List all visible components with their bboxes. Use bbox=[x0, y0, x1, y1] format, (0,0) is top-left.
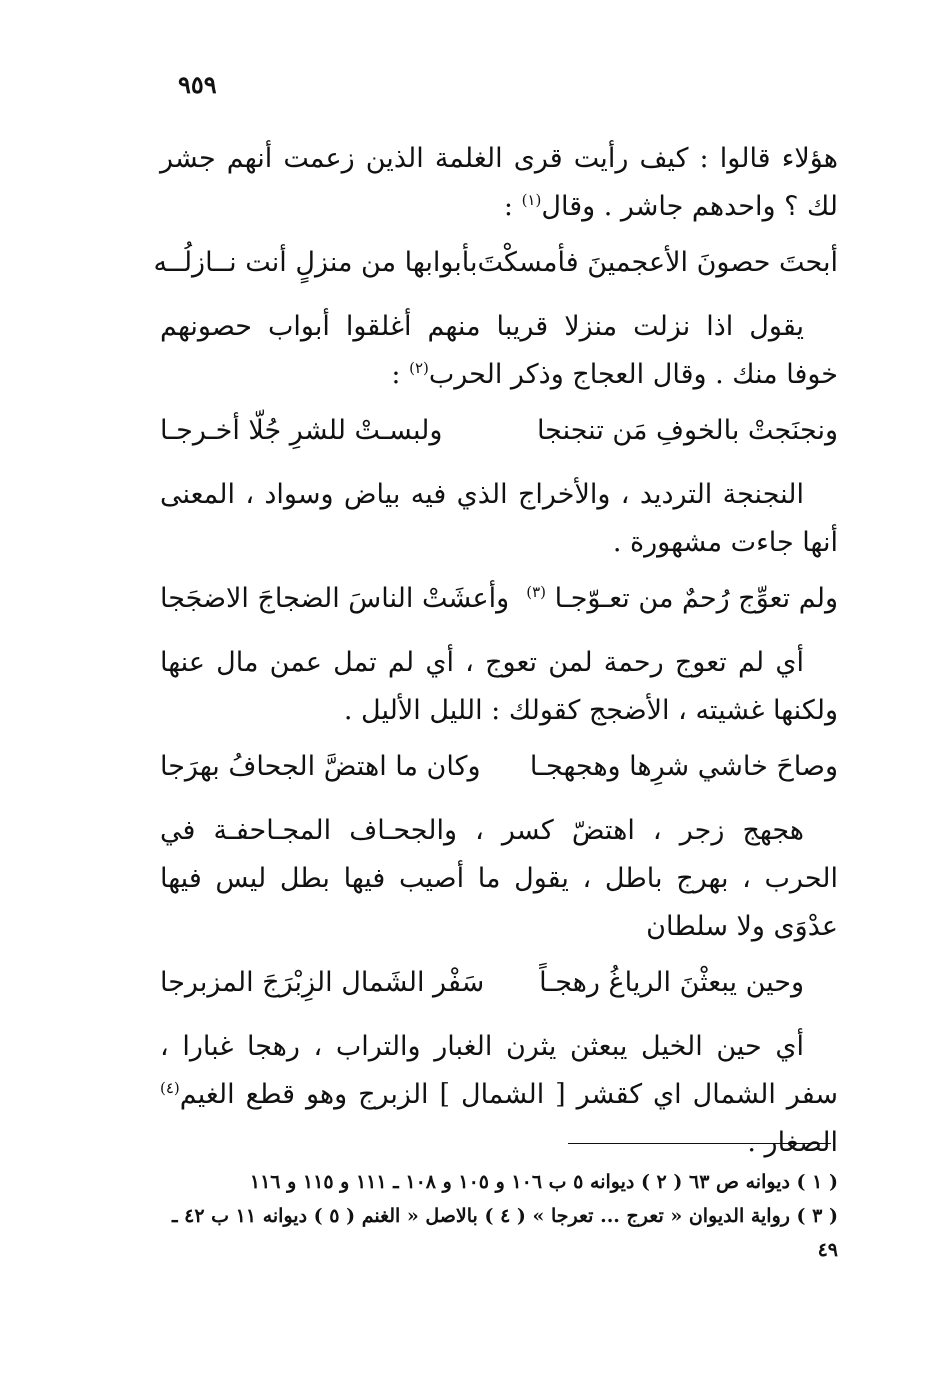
paragraph-5: هجهج زجر ، اهتضّ كسر ، والجحـاف المجـاحفـة في الحرب ، بهرج باطل ، يقول ما أصيب فيها بطل ليس فيها عدْوَى ولا سلطان bbox=[160, 815, 838, 942]
paragraph-1: هؤلاء قالوا : كيف رأيت قرى الغلمة الذين زعمت أنهم جشر لك ؟ واحدهم جاشر . وقال$^{(١)}$ : bbox=[160, 143, 838, 222]
verse-right-hemistich: وحين يبعثْنَ الرياغُ رهجـاً bbox=[539, 967, 804, 998]
paragraph-4: أي لم تعوج رحمة لمن تعوج ، أي لم تمل عمن مال عنها ولكنها غشيته ، الأضجج كقولك : الليل الأليل . bbox=[160, 647, 838, 726]
verse-4 bbox=[160, 743, 838, 791]
verse-left-hemistich: ولبسـتْ للشرِ جُلّا أخـرجـا bbox=[160, 415, 443, 446]
page-number: ٩٥٩ bbox=[178, 70, 217, 99]
verse-2 bbox=[160, 407, 838, 455]
paragraph-2: يقول اذا نزلت منزلا قريبا منهم أغلقوا أبواب حصونهم خوفا منك . وقال العجاج وذكر الحرب$^{(٢)}$ : bbox=[160, 311, 838, 390]
verse-right-hemistich: ونجنَجتْ بالخوفِ مَن تنجنجا bbox=[536, 415, 838, 446]
footnotes bbox=[160, 1165, 838, 1267]
footnote-line: ٤٩ bbox=[817, 1239, 838, 1261]
verse-1 bbox=[153, 239, 838, 287]
paragraph-3: النجنجة الترديد ، والأخراج الذي فيه بياض وسواد ، المعنى أنها جاءت مشهورة . bbox=[160, 479, 838, 558]
verse-left-hemistich: وأعشَتْ الناسَ الضجاجَ الاضجَجا bbox=[160, 583, 510, 614]
verse-left-hemistich: سَفْر الشَمال الزِبْرَجَ المزبرجا bbox=[160, 967, 485, 998]
verse-left-hemistich: وكان ما اهتضَّ الجحافُ بهرَجا bbox=[160, 751, 481, 782]
verse-right-hemistich: ولم تعوِّج رُحمٌ من تعـوّجـا $^{(٣)}$ bbox=[526, 583, 838, 614]
footnote-ref: (١) bbox=[521, 191, 542, 209]
footnote-line: ( ١ ) ديوانه ص ٦٣ ( ٢ ) ديوانه ٥ ب ١٠٦ و ١٠٥ و ١٠٨ ـ ١١١ و ١١٥ و ١١٦ bbox=[249, 1171, 838, 1193]
footnote-ref: (٢) bbox=[409, 359, 429, 377]
verse-right-hemistich: أبحتَ حصونَ الأعجمينَ فأمسكْتَ bbox=[477, 247, 838, 278]
verse-5 bbox=[160, 959, 838, 1007]
footnote-line: ( ٣ ) رواية الديوان « تعرج ... تعرجا » ( ٤ ) بالاصل « الغنم ( ٥ ) ديوانه ١١ ب ٤٢ ـ bbox=[171, 1205, 838, 1227]
verse-right-hemistich: وصاحَ خاشي شرِها وهجهجـا bbox=[529, 751, 838, 782]
verse-left-hemistich: بأبوابها من منزلٍ أنت نــازلُــه bbox=[153, 247, 478, 278]
footnote-ref: (٣) bbox=[526, 583, 546, 601]
verse-3 bbox=[160, 575, 838, 623]
paragraph-6: أي حين الخيل يبعثن يثرن الغبار والتراب ، رهجا غبارا ، سفر الشمال اي كقشر [ الشمال ] الزبرج وهو قطع الغيم$^{(٤)}$ الصغار . bbox=[160, 1031, 838, 1158]
main-text bbox=[153, 135, 838, 1175]
footnote-divider bbox=[568, 1143, 831, 1144]
footnote-ref: (٤) bbox=[160, 1079, 180, 1097]
